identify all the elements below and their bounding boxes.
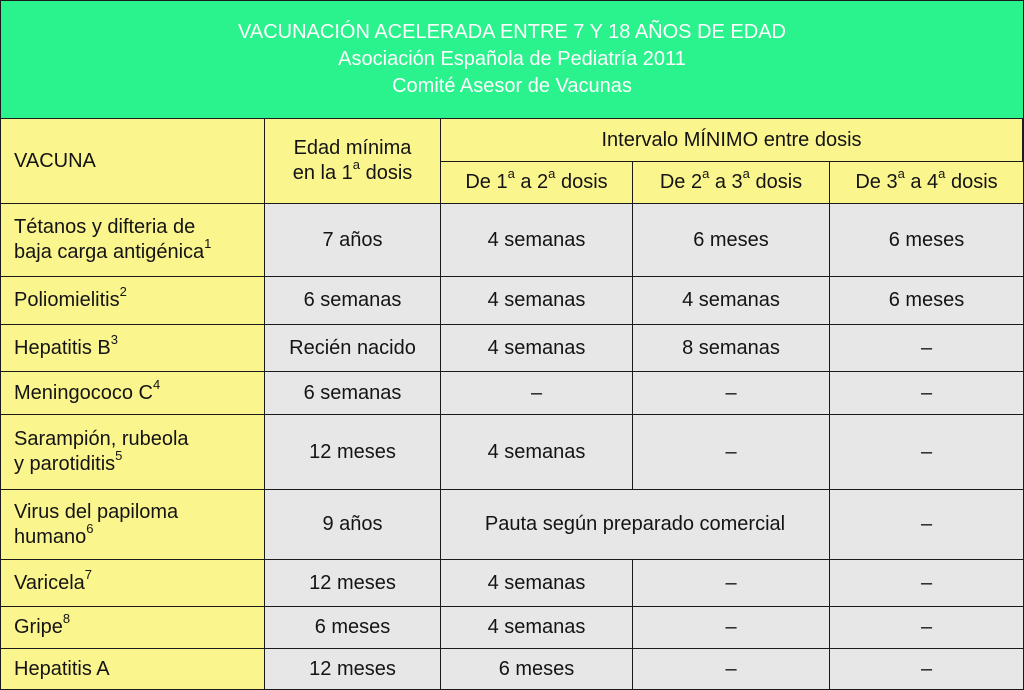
table-cell-interval-1-2: [441, 204, 633, 277]
table-cell-interval-3-4: [830, 372, 1023, 415]
table-cell-merged-interval: [441, 490, 830, 560]
table-cell-interval-3-4: [830, 204, 1023, 277]
cell-text: –: [920, 657, 933, 680]
table-row-vaccine-name: [1, 607, 265, 649]
table-header-banner: [1, 1, 1023, 119]
cell-text: 6 meses: [888, 289, 965, 311]
cell-text: 4 semanas: [487, 571, 586, 594]
d34-sb: a: [938, 166, 946, 182]
dosis-2-3-label: [659, 166, 803, 195]
d34-b: a 4: [904, 171, 939, 193]
column-header-edad-line2: [292, 157, 413, 186]
table-cell-edad: [265, 325, 441, 372]
column-header-dosis-3-4: [830, 162, 1023, 204]
table-row-vaccine-name: [1, 649, 265, 689]
table-cell-interval-3-4: [830, 277, 1023, 325]
d12-sa: a: [507, 166, 515, 182]
dosis-1-2-label: [465, 166, 608, 195]
table-row-vaccine-name: [1, 325, 265, 372]
d12-c: dosis: [555, 171, 608, 193]
cell-text: –: [920, 616, 933, 638]
table-cell-edad: [265, 649, 441, 689]
cell-text: 6 semanas: [303, 381, 402, 404]
d12-a: De 1: [465, 171, 508, 193]
table-cell-interval-3-4: [830, 649, 1023, 689]
vaccine-name-sarampion: [14, 427, 189, 477]
cell-text: 6 semanas: [303, 289, 402, 311]
table-cell-interval-3-4: [830, 325, 1023, 372]
cell-text: 12 meses: [309, 440, 396, 463]
column-header-dosis-2-3: [633, 162, 830, 204]
vaccine-name-hepatitis-b: [14, 331, 118, 361]
cell-text: –: [725, 571, 737, 594]
footnote-ref: 3: [110, 331, 118, 347]
footnote-ref: 2: [119, 284, 127, 300]
column-header-vacuna-label: VACUNA: [14, 149, 96, 172]
footnote-ref: 4: [152, 376, 161, 392]
cell-text: –: [725, 440, 737, 463]
vaccine-name-text: Poliomielitis: [14, 289, 120, 311]
vaccine-name-line2-text: y parotiditis: [14, 453, 116, 475]
footnote-ref: 5: [115, 448, 123, 464]
vaccine-name-varicela: [14, 566, 93, 596]
vaccine-name-line1: Sarampión, rubeola: [14, 428, 189, 450]
cell-text: –: [725, 657, 737, 680]
d23-c: dosis: [749, 171, 803, 193]
vaccine-name-line1: Virus del papiloma: [14, 500, 179, 523]
d34-a: De 3: [855, 171, 898, 193]
cell-text: Pauta según preparado comercial: [484, 513, 786, 535]
table-row-vaccine-name: [1, 560, 265, 607]
d23-b: a 3: [709, 171, 743, 193]
footnote-ref: 1: [204, 236, 212, 252]
footnote-ref: 7: [84, 566, 93, 582]
cell-text: 12 meses: [309, 571, 396, 594]
table-cell-interval-2-3: [633, 607, 830, 649]
vaccine-name-line2-text: baja carga antigénica: [14, 241, 205, 263]
vaccine-name-text: Hepatitis B: [14, 336, 111, 359]
vaccine-name-line2: [14, 236, 212, 265]
cell-text: –: [725, 381, 737, 404]
column-header-intervalo: [441, 119, 1023, 162]
table-title: VACUNACIÓN ACELERADA ENTRE 7 Y 18 AÑOS DE EDAD: [238, 21, 786, 43]
table-cell-interval-2-3: [633, 325, 830, 372]
cell-text: Recién nacido: [289, 336, 416, 359]
edad-line2-post: dosis: [360, 162, 413, 184]
cell-text: 6 meses: [888, 228, 965, 251]
vaccine-name-gripe: [14, 611, 71, 640]
cell-text: –: [920, 440, 933, 463]
vaccine-name-meningococo: [14, 376, 161, 406]
d23-a: De 2: [659, 171, 703, 193]
cell-text: 7 años: [322, 228, 383, 251]
edad-line2-text: en la 1: [292, 162, 353, 184]
table-cell-interval-3-4: [830, 415, 1023, 490]
cell-text: 4 semanas: [487, 289, 586, 311]
table-cell-edad: [265, 607, 441, 649]
cell-text: 6 meses: [693, 228, 769, 251]
table-cell-edad: [265, 372, 441, 415]
table-cell-edad: [265, 415, 441, 490]
table-cell-edad: [265, 490, 441, 560]
vaccine-name-polio: [14, 284, 127, 313]
cell-text: 4 semanas: [487, 440, 586, 463]
table-cell-interval-3-4: [830, 607, 1023, 649]
table-cell-interval-2-3: [633, 560, 830, 607]
table-cell-interval-1-2: [441, 560, 633, 607]
vaccine-name-line2: [14, 448, 189, 477]
table-row-vaccine-name: [1, 277, 265, 325]
table-cell-interval-3-4: [830, 490, 1023, 560]
cell-text: 4 semanas: [487, 228, 586, 251]
cell-text: –: [920, 336, 933, 359]
d34-sa: a: [897, 166, 905, 182]
cell-text: –: [920, 513, 933, 535]
cell-text: 4 semanas: [487, 616, 586, 638]
table-cell-interval-2-3: [633, 415, 830, 490]
cell-text: –: [920, 571, 933, 594]
vaccine-name-line2-text: humano: [14, 525, 87, 548]
table-cell-interval-1-2: [441, 325, 633, 372]
vaccine-name-hepatitis-a: Hepatitis A: [14, 657, 110, 680]
d23-sb: a: [742, 166, 750, 182]
table-row-vaccine-name: [1, 490, 265, 560]
table-cell-interval-2-3: [633, 277, 830, 325]
d23-sa: a: [702, 166, 710, 182]
table-cell-interval-2-3: [633, 649, 830, 689]
cell-text: 8 semanas: [682, 336, 780, 359]
table-cell-interval-2-3: [633, 372, 830, 415]
cell-text: 12 meses: [309, 657, 396, 680]
dosis-3-4-label: [855, 166, 998, 195]
cell-text: 6 meses: [498, 657, 575, 680]
table-cell-edad: [265, 560, 441, 607]
table-cell-interval-1-2: [441, 649, 633, 689]
table-cell-interval-1-2: [441, 277, 633, 325]
column-header-vacuna: [1, 119, 265, 204]
column-header-edad-line1: Edad mínima: [293, 137, 412, 159]
vaccine-name-tetanos: [14, 215, 211, 265]
footnote-ref: 8: [62, 611, 71, 627]
cell-text: –: [920, 381, 933, 404]
table-cell-interval-1-2: [441, 372, 633, 415]
table-subtitle-aep: Asociación Española de Pediatría 2011: [338, 48, 686, 70]
table-row-vaccine-name: [1, 204, 265, 277]
cell-text: 4 semanas: [682, 289, 780, 311]
column-header-intervalo-label: Intervalo MÍNIMO entre dosis: [601, 128, 862, 151]
d12-sb: a: [548, 166, 556, 182]
cell-text: –: [530, 381, 543, 404]
table-cell-interval-2-3: [633, 204, 830, 277]
column-header-dosis-1-2: [441, 162, 633, 204]
vaccine-name-text: Varicela: [14, 571, 85, 594]
table-cell-edad: [265, 277, 441, 325]
d12-b: a 2: [514, 171, 549, 193]
table-row-vaccine-name: [1, 415, 265, 490]
cell-text: 9 años: [322, 513, 383, 535]
vaccine-name-text: Gripe: [14, 616, 63, 638]
column-header-edad: [265, 119, 441, 204]
cell-text: –: [725, 616, 737, 638]
table-cell-interval-1-2: [441, 415, 633, 490]
vaccine-name-vph: [14, 500, 178, 550]
table-cell-interval-3-4: [830, 560, 1023, 607]
table-cell-interval-1-2: [441, 607, 633, 649]
vaccine-name-text: Meningococo C: [14, 381, 153, 404]
table-subtitle-cav: Comité Asesor de Vacunas: [392, 75, 632, 97]
vaccine-name-line1: Tétanos y difteria de: [14, 216, 196, 238]
cell-text: 6 meses: [314, 616, 391, 638]
cell-text: 4 semanas: [487, 336, 586, 359]
footnote-ref: 6: [86, 520, 94, 536]
table-row-vaccine-name: [1, 372, 265, 415]
vaccine-name-line2: [14, 520, 178, 550]
table-cell-edad: [265, 204, 441, 277]
d34-c: dosis: [945, 171, 998, 193]
edad-line2-sup: a: [352, 157, 361, 173]
